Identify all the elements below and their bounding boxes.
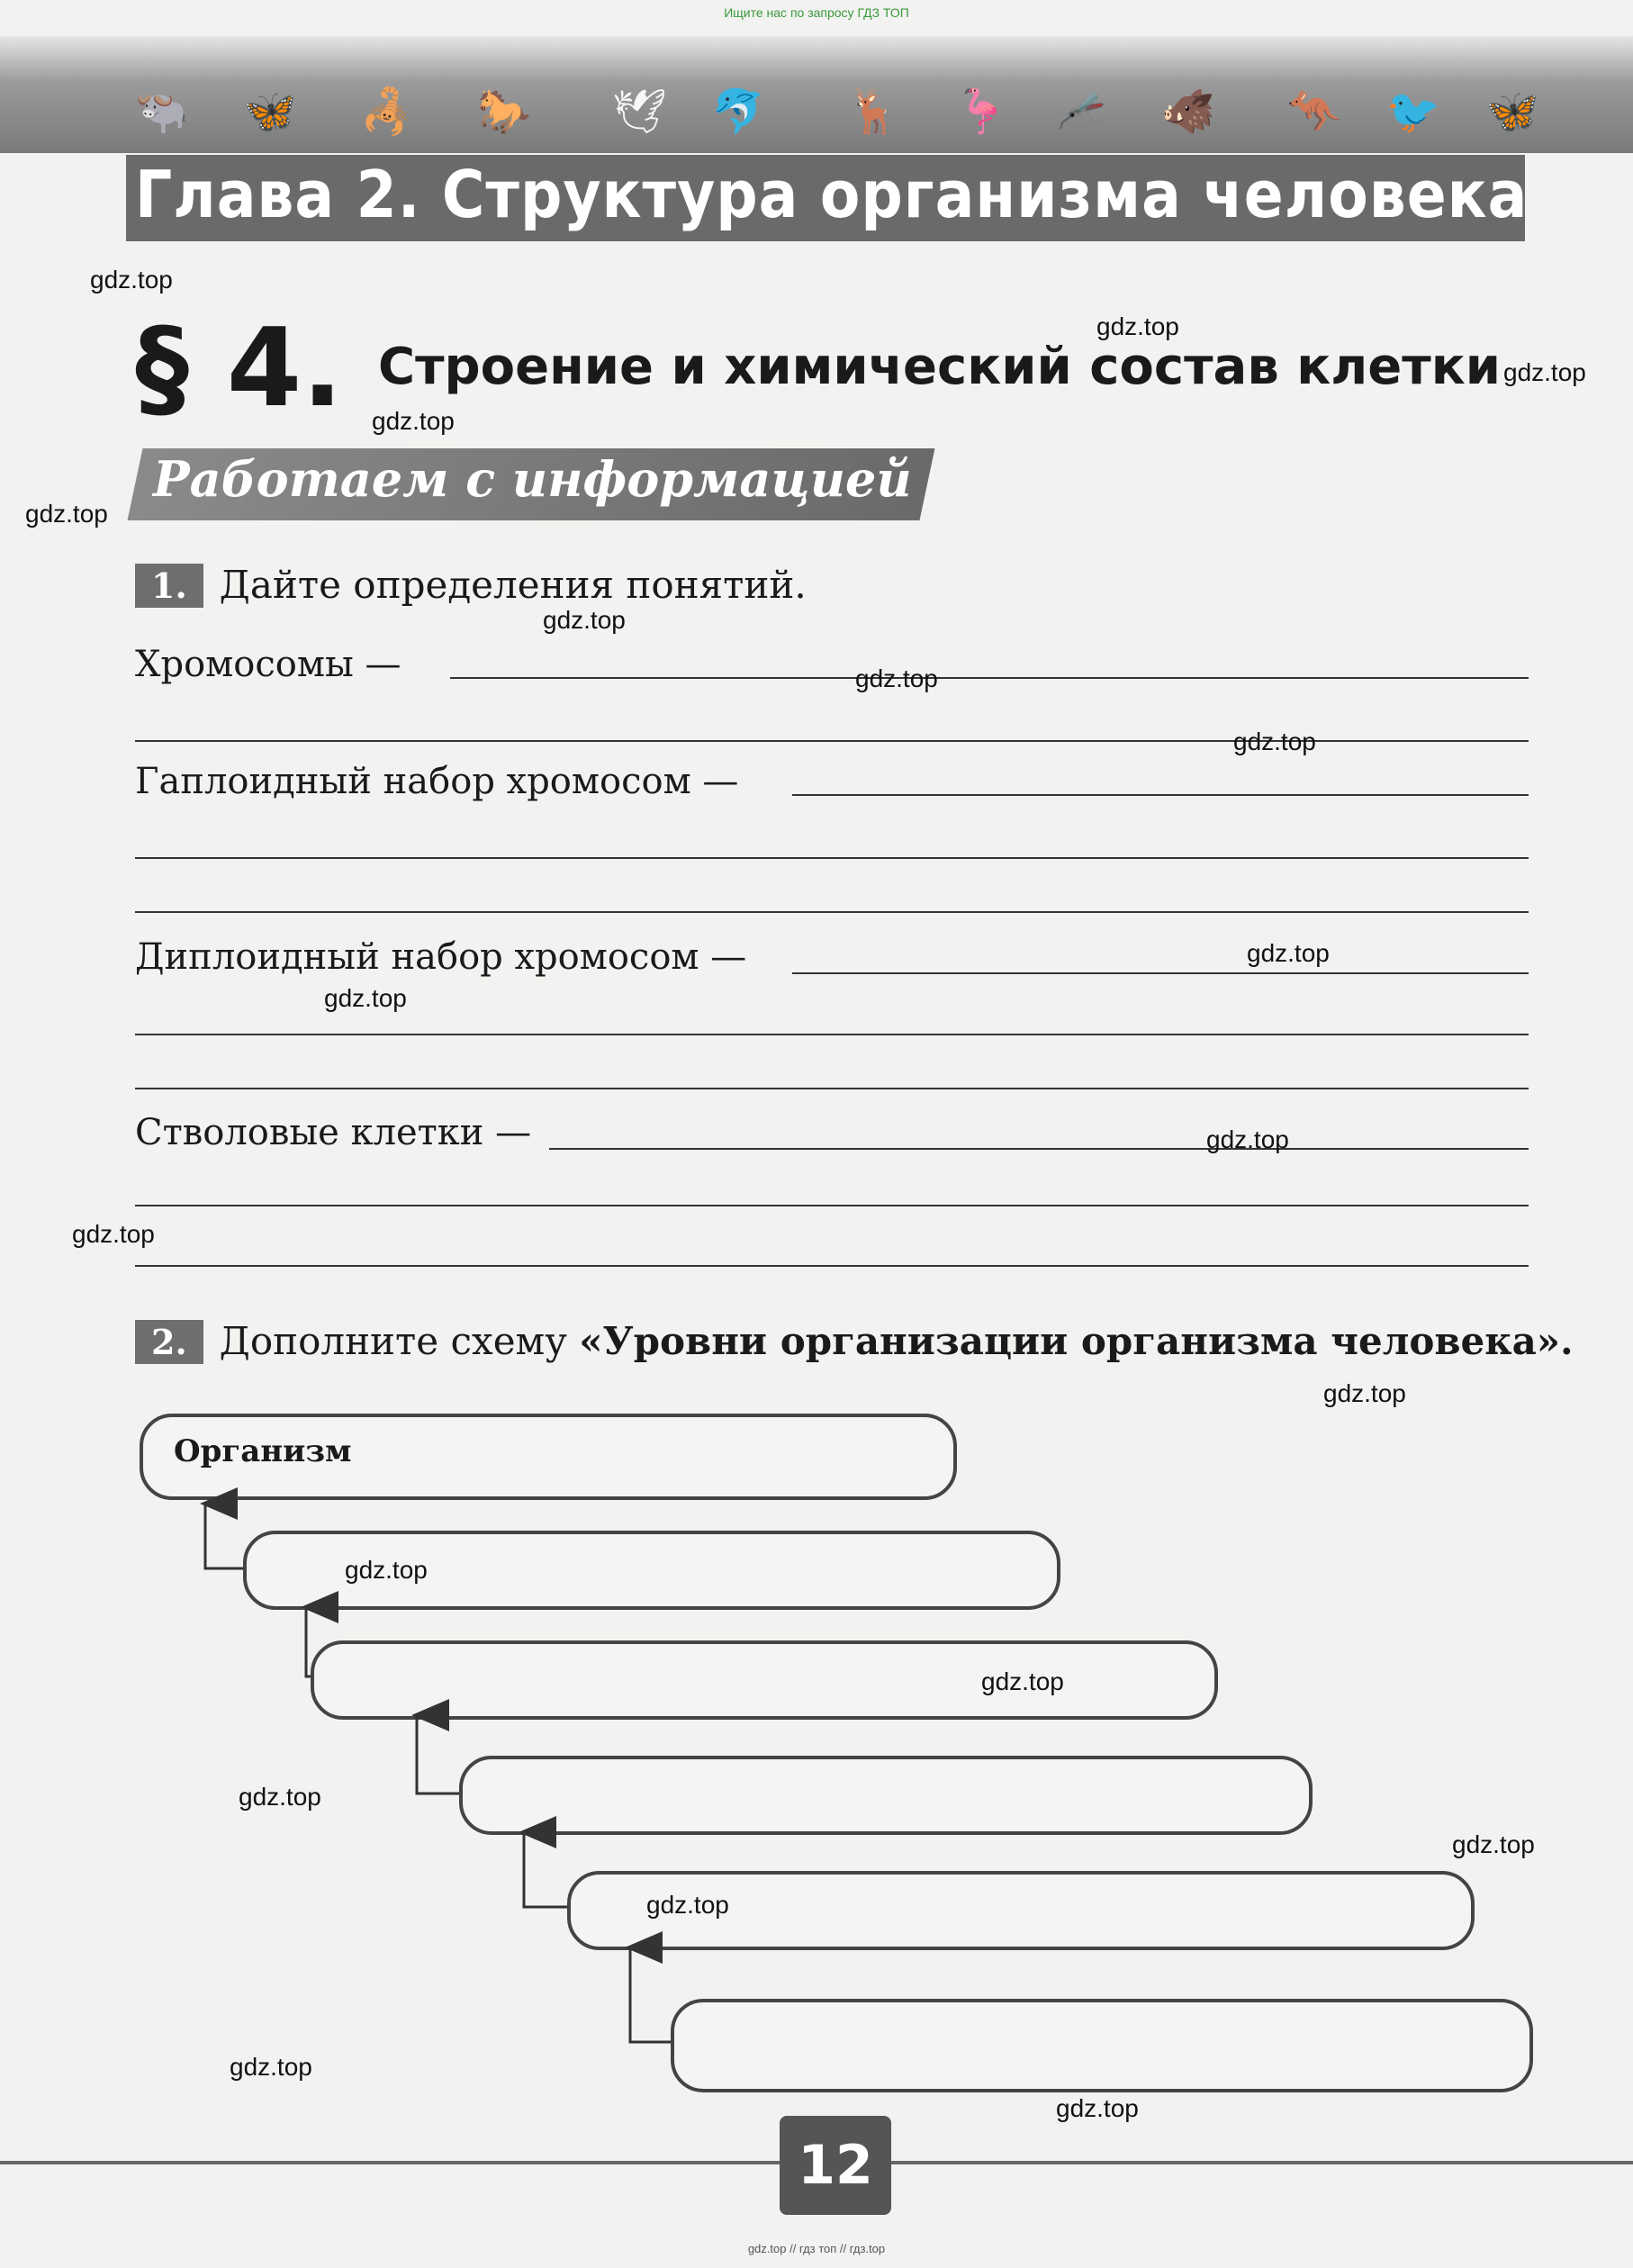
- task2-text-bold: «Уровни организации организма человека».: [579, 1319, 1574, 1363]
- watermark: gdz.top: [981, 1667, 1064, 1695]
- watermark: gdz.top: [1056, 2094, 1139, 2122]
- scorpion-icon: 🦂: [360, 86, 414, 137]
- deer-icon: 🦌: [846, 86, 900, 137]
- watermark: gdz.top: [345, 1556, 428, 1584]
- section-title: Работаем с информацией: [153, 450, 912, 508]
- bison-icon: 🐃: [135, 86, 189, 137]
- chapter-title: Глава 2. Структура организма человека: [135, 157, 1529, 232]
- term-chromosomes: Хромосомы —: [135, 644, 401, 685]
- watermark: gdz.top: [372, 407, 455, 435]
- watermark: gdz.top: [1206, 1125, 1289, 1153]
- paragraph-title: Строение и химический состав клетки: [378, 338, 1501, 396]
- watermark: gdz.top: [230, 2053, 312, 2081]
- bird-flying-icon: 🐦: [1386, 86, 1440, 137]
- watermark: gdz.top: [324, 984, 407, 1012]
- watermark: gdz.top: [1503, 358, 1586, 386]
- task1-text: Дайте определения понятий.: [219, 563, 807, 607]
- paragraph-number: § 4.: [135, 306, 343, 431]
- boar-icon: 🐗: [1161, 86, 1215, 137]
- watermark: gdz.top: [1247, 939, 1330, 967]
- term-diploid: Диплоидный набор хромосом —: [135, 936, 747, 978]
- watermark: gdz.top: [1452, 1830, 1535, 1858]
- dolphin-icon: 🐬: [711, 86, 765, 137]
- kangaroo-icon: 🦘: [1287, 86, 1341, 137]
- bird-icon: 🕊: [612, 86, 667, 137]
- horse-icon: 🐎: [477, 86, 531, 137]
- heron-icon: 🦩: [954, 86, 1008, 137]
- butterfly-2-icon: 🦋: [1485, 86, 1539, 137]
- watermark: gdz.top: [1233, 727, 1316, 755]
- watermark: gdz.top: [543, 606, 626, 634]
- watermark: gdz.top: [72, 1220, 155, 1248]
- watermark: gdz.top: [90, 266, 173, 294]
- task2-text-prefix: Дополните схему: [219, 1319, 580, 1363]
- watermark: gdz.top: [1096, 312, 1179, 340]
- scheme-box-organism-label: Организм: [174, 1433, 352, 1469]
- watermark: gdz.top: [239, 1783, 321, 1811]
- butterfly-icon: 🦋: [243, 86, 297, 137]
- task2-number: 2.: [135, 1320, 203, 1364]
- watermark: gdz.top: [1323, 1379, 1406, 1407]
- task1-number: 1.: [135, 564, 203, 608]
- term-stem-cells: Стволовые клетки —: [135, 1112, 532, 1153]
- watermark: gdz.top: [855, 664, 938, 692]
- watermark: gdz.top: [25, 500, 108, 528]
- top-note: Ищите нас по запросу ГДЗ ТОП: [724, 5, 909, 20]
- watermark: gdz.top: [646, 1891, 729, 1919]
- term-haploid: Гаплоидный набор хромосом —: [135, 761, 739, 802]
- page-number: 12: [780, 2116, 891, 2215]
- insect-icon: 🦟: [1053, 86, 1107, 137]
- bottom-note: gdz.top // гдз топ // гдз.top: [747, 2242, 886, 2255]
